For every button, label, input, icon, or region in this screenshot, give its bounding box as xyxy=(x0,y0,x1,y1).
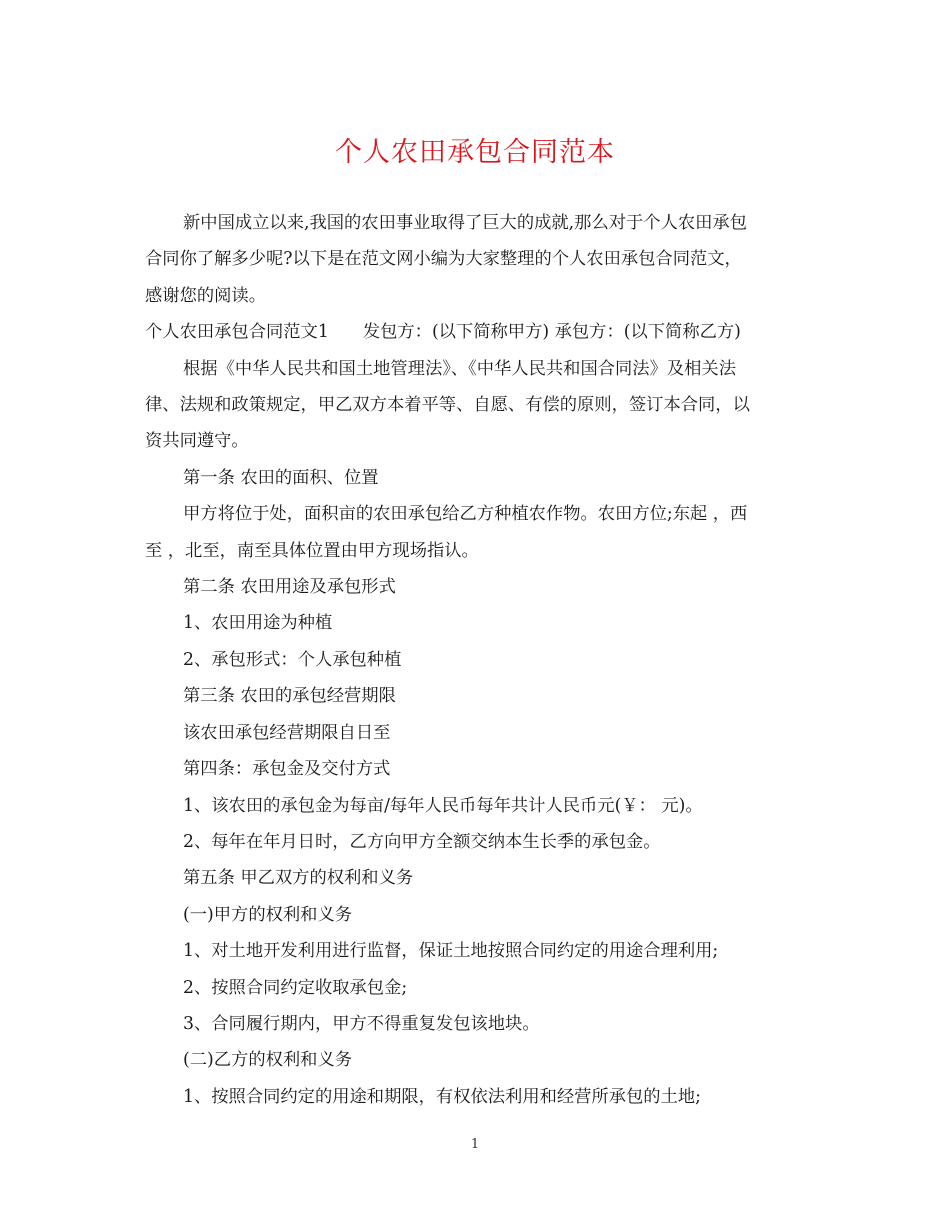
preamble-line-2: 律、法规和政策规定，甲乙双方本着平等、自愿、有偿的原则，签订本合同，以 xyxy=(145,395,750,416)
article2-item-1: 1、农田用途为种植 xyxy=(183,613,333,634)
party-b-heading: (二)乙方的权利和义务 xyxy=(183,1050,353,1071)
parties-line: 发包方：(以下简称甲方) 承包方：(以下简称乙方) xyxy=(362,322,741,343)
article4-title: 第四条：承包金及交付方式 xyxy=(183,759,391,780)
article4-item-2: 2、每年在年月日时，乙方向甲方全额交纳本生长季的承包金。 xyxy=(183,831,661,852)
article1-paragraph xyxy=(145,496,805,569)
intro-line-3: 感谢您的阅读。 xyxy=(145,285,266,306)
party-a-heading: (一)甲方的权利和义务 xyxy=(183,904,353,925)
intro-line-1: 新中国成立以来,我国的农田事业取得了巨大的成就,那么对于个人农田承包 xyxy=(183,213,747,233)
article3-text: 该农田承包经营期限自日至 xyxy=(183,722,391,743)
intro-line-2: 合同你了解多少呢?以下是在范文网小编为大家整理的个人农田承包合同范文， xyxy=(145,249,742,270)
page-number: 1 xyxy=(470,1137,480,1152)
article3-title: 第三条 农田的承包经营期限 xyxy=(183,686,396,707)
document-body xyxy=(145,205,805,1115)
article1-line-2: 至 ，北至，南至具体位置由甲方现场指认。 xyxy=(145,540,479,561)
article2-title: 第二条 农田用途及承包形式 xyxy=(183,577,396,598)
party-a-item-1: 1、对土地开发利用进行监督，保证土地按照合同约定的用途合理利用; xyxy=(183,941,719,962)
sample-heading: 个人农田承包合同范文1 xyxy=(145,322,329,343)
document-title: 个人农田承包合同范本 xyxy=(335,137,615,168)
sample-heading-line xyxy=(145,314,805,350)
article2-item-2: 2、承包形式：个人承包种植 xyxy=(183,649,402,670)
article4-item-1: 1、该农田的承包金为每亩/每年人民币每年共计人民币元(￥： 元)。 xyxy=(183,795,703,816)
intro-paragraph xyxy=(145,205,805,314)
article5-title: 第五条 甲乙双方的权利和义务 xyxy=(183,868,414,889)
article1-title: 第一条 农田的面积、位置 xyxy=(183,467,379,488)
party-a-item-3: 3、合同履行期内，甲方不得重复发包该地块。 xyxy=(183,1013,540,1034)
preamble-line-3: 资共同遵守。 xyxy=(145,431,249,452)
party-b-item-1: 1、按照合同约定的用途和期限，有权依法利用和经营所承包的土地; xyxy=(183,1086,701,1107)
article1-line-1: 甲方将位于处，面积亩的农田承包给乙方种植农作物。农田方位;东起 ，西 xyxy=(183,504,748,525)
party-a-item-2: 2、按照合同约定收取承包金; xyxy=(183,977,408,998)
preamble-paragraph xyxy=(145,351,805,460)
preamble-line-1: 根据《中华人民共和国土地管理法》、《中华人民共和国合同法》及相关法 xyxy=(183,358,736,379)
